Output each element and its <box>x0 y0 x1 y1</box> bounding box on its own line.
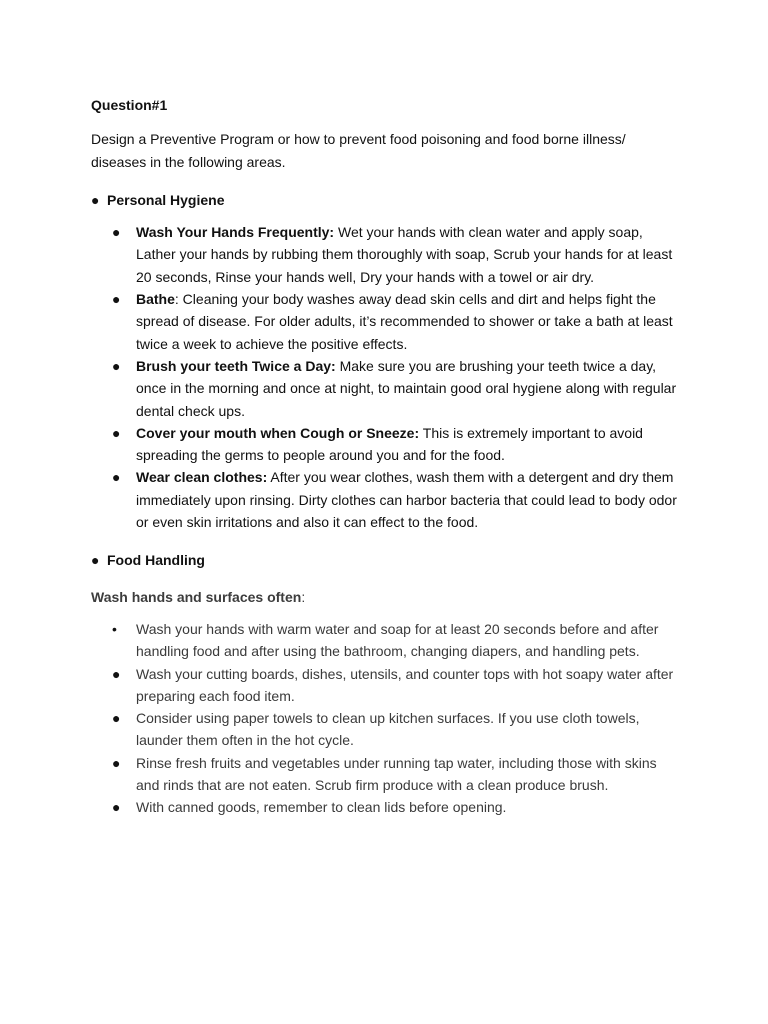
list-item <box>91 707 681 752</box>
bullet-icon: ● <box>112 291 121 308</box>
list-item <box>91 221 681 288</box>
item-term: Bathe <box>136 291 175 308</box>
document-body <box>91 94 681 819</box>
item-text: Wash your hands with warm water and soap for at least 20 seconds before and after handling food and after using the bathroom, changing diapers, and handling pets. <box>136 620 659 660</box>
item-text: With canned goods, remember to clean lids before opening. <box>136 799 507 816</box>
intro-paragraph: Design a Preventive Program or how to prevent food poisoning and food borne illness/ diseases in the following areas. <box>91 131 626 170</box>
personal-hygiene-list <box>91 221 681 533</box>
list-item <box>91 466 681 533</box>
bullet-icon: ● <box>112 665 121 682</box>
item-text: Rinse fresh fruits and vegetables under running tap water, including those with skins and rinds that are not eaten. Scrub firm produce with a clean produce brush. <box>136 754 657 794</box>
item-text: This is extremely important to avoid spreading the germs to people around you and for the food. <box>136 424 643 464</box>
item-term: Brush your teeth Twice a Day: <box>136 357 336 374</box>
bullet-icon: ● <box>112 424 121 441</box>
section-bullet-icon: ● <box>91 552 100 569</box>
item-text: Consider using paper towels to clean up kitchen surfaces. If you use cloth towels, launder them often in the hot cycle. <box>136 710 640 749</box>
item-text: After you wear clothes, wash them with a detergent and dry them immediately upon rinsing. Dirty clothes can harbor bacteria that could lead to body odor or even skin irritations and also it can effect to the food. <box>136 469 677 531</box>
section-bullet-icon: ● <box>91 191 100 208</box>
food-handling-list <box>91 618 681 819</box>
list-item <box>91 288 681 355</box>
bullet-icon: ● <box>112 710 121 727</box>
section-title: Food Handling <box>107 552 205 569</box>
bullet-icon: ● <box>112 469 121 486</box>
subheading-text: Wash hands and surfaces often <box>91 588 302 605</box>
subheading-suffix: : <box>301 588 306 605</box>
bullet-icon: ● <box>112 357 121 374</box>
section-personal-hygiene <box>91 189 681 211</box>
list-item <box>91 796 681 818</box>
item-text: Make sure you are brushing your teeth twice a day, once in the morning and once at night, to maintain good oral hygiene along with regular dental check ups. <box>136 357 677 419</box>
item-term: Wash Your Hands Frequently: <box>136 224 335 241</box>
section-food-handling <box>91 549 681 571</box>
item-term: Wear clean clothes: <box>136 469 268 486</box>
section-title: Personal Hygiene <box>107 191 225 208</box>
item-text: : Cleaning your body washes away dead skin cells and dirt and helps fight the spread of disease. For older adults, it’s recommended to shower or take a bath at least twice a week to achieve the positive effects. <box>136 291 673 352</box>
list-item <box>91 422 681 467</box>
item-text: Wet your hands with clean water and apply soap, Lather your hands by rubbing them thoroughly with soap, Scrub your hands for at least 20 seconds, Rinse your hands well, Dry your hands with a towel or air dry. <box>136 224 673 285</box>
list-item <box>91 752 681 797</box>
item-text: Wash your cutting boards, dishes, utensils, and counter tops with hot soapy water after preparing each food item. <box>136 665 674 704</box>
item-term: Cover your mouth when Cough or Sneeze: <box>136 424 420 441</box>
list-item <box>91 663 681 708</box>
bullet-icon: ● <box>112 224 121 241</box>
list-item <box>91 618 681 663</box>
bullet-icon: ● <box>112 754 121 771</box>
question-title: Question#1 <box>91 97 168 113</box>
subheading <box>91 586 681 608</box>
bullet-icon: ● <box>112 799 121 816</box>
list-item <box>91 355 681 422</box>
bullet-icon: • <box>112 620 117 637</box>
